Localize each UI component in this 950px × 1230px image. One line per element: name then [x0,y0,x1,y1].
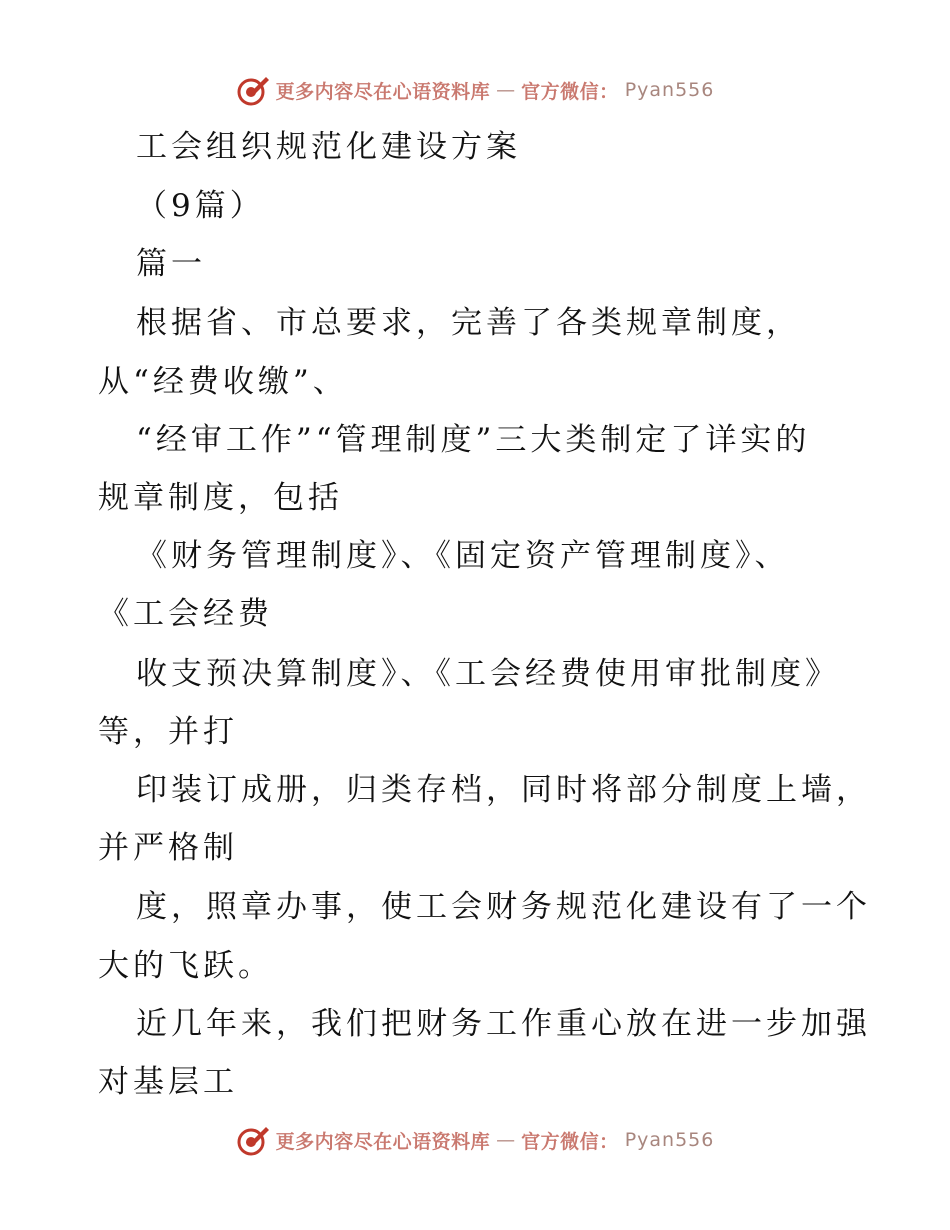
banner-wechat-id: Pyan556 [624,79,715,101]
document-title: 工会组织规范化建设方案 [136,129,521,165]
paragraph-line: 收支预决算制度》、《工会经费使用审批制度》 [136,656,840,692]
paragraph-line: “经审工作”“管理制度”三大类制定了详实的 [136,422,811,458]
paragraph-line: 对基层工 [98,1064,238,1100]
section-heading: 篇一 [136,246,206,282]
paragraph-line: 规章制度，包括 [98,480,343,516]
pen-logo-icon [236,1123,270,1157]
paragraph-line: 印装订成册，归类存档，同时将部分制度上墙， [136,772,871,808]
document-subtitle: （9篇） [136,188,265,224]
paragraph-line: 等，并打 [98,714,238,750]
paragraph-line: 近几年来，我们把财务工作重心放在进一步加强 [136,1006,871,1042]
banner-site-text: 更多内容尽在心语资料库 [275,1130,491,1153]
banner-wechat-label: 官方微信： [521,80,619,103]
pen-logo-icon [236,73,270,107]
paragraph-line: 《财务管理制度》、《固定资产管理制度》、 [136,538,790,574]
paragraph-line: 从“经费收缴”、 [98,364,348,400]
paragraph-line: 大的飞跃。 [98,948,273,984]
banner-separator: — [496,79,516,101]
header-watermark-banner [0,70,950,110]
footer-watermark-banner [0,1120,950,1160]
banner-wechat-id: Pyan556 [624,1129,715,1151]
paragraph-line: 度，照章办事，使工会财务规范化建设有了一个 [136,889,871,925]
paragraph-line: 并严格制 [98,830,238,866]
banner-site-text: 更多内容尽在心语资料库 [275,80,491,103]
banner-wechat-label: 官方微信： [521,1130,619,1153]
paragraph-line: 根据省、市总要求，完善了各类规章制度， [136,305,801,341]
banner-separator: — [496,1129,516,1151]
paragraph-line: 《工会经费 [98,596,273,632]
